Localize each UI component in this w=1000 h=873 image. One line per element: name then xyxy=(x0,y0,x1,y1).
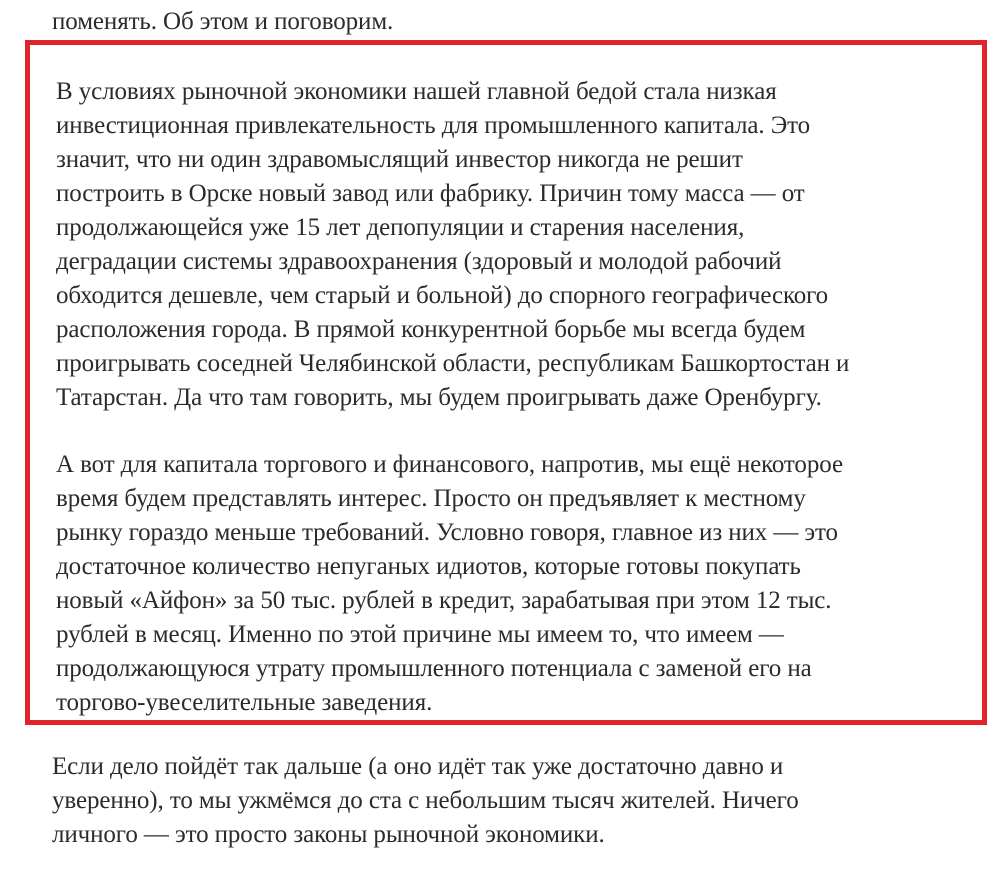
paragraph-2-line: достаточное количество непуганых идиотов, которые готовы покупать xyxy=(56,553,801,580)
paragraph-1-line: построить в Орске новый завод или фабрику. Причин тому масса — от xyxy=(56,180,805,207)
paragraph-1-line: значит, что ни один здравомыслящий инвестор никогда не решит xyxy=(56,146,743,173)
paragraph-1-line: В условиях рыночной экономики нашей главной бедой стала низкая xyxy=(56,78,777,105)
paragraph-2-line: время будем представлять интерес. Просто он предъявляет к местному xyxy=(56,485,806,512)
paragraph-1-line: продолжающейся уже 15 лет депопуляции и старения населения, xyxy=(56,214,745,241)
paragraph-1-line: проигрывать соседней Челябинской области, республикам Башкортостан и xyxy=(56,350,850,377)
paragraph-2-line: рынку гораздо меньше требований. Условно говоря, главное из них — это xyxy=(56,519,838,546)
paragraph-1-line: Татарстан. Да что там говорить, мы будем проигрывать даже Оренбургу. xyxy=(56,384,822,411)
paragraph-2-line: рублей в месяц. Именно по этой причине мы имеем то, что имеем — xyxy=(56,621,784,648)
closing-paragraph-line: уверенно), то мы ужмёмся до ста с небольшим тысяч жителей. Ничего xyxy=(52,787,799,814)
paragraph-1-line: инвестиционная привлекательность для промышленного капитала. Это xyxy=(56,112,811,139)
paragraph-1-line: деградации системы здравоохранения (здоровый и молодой рабочий xyxy=(56,248,782,275)
paragraph-2-line: А вот для капитала торгового и финансового, напротив, мы ещё некоторое xyxy=(56,451,843,478)
paragraph-2-line: новый «Айфон» за 50 тыс. рублей в кредит, зарабатывая при этом 12 тыс. xyxy=(56,587,832,614)
closing-paragraph-line: личного — это просто законы рыночной экономики. xyxy=(52,821,605,848)
paragraph-1-line: обходится дешевле, чем старый и больной) до спорного географического xyxy=(56,282,829,309)
closing-paragraph xyxy=(52,750,799,852)
intro-tail-text: поменять. Об этом и поговорим. xyxy=(52,8,394,35)
paragraph-2-line: торгово-увеселительные заведения. xyxy=(56,689,433,716)
paragraph-1-line: расположения города. В прямой конкурентной борьбе мы всегда будем xyxy=(56,316,806,343)
paragraph-2-line: продолжающуюся утрату промышленного потенциала с заменой его на xyxy=(56,655,812,682)
highlighted-quote-box xyxy=(25,40,987,725)
closing-paragraph-line: Если дело пойдёт так дальше (а оно идёт так уже достаточно давно и xyxy=(52,753,784,780)
